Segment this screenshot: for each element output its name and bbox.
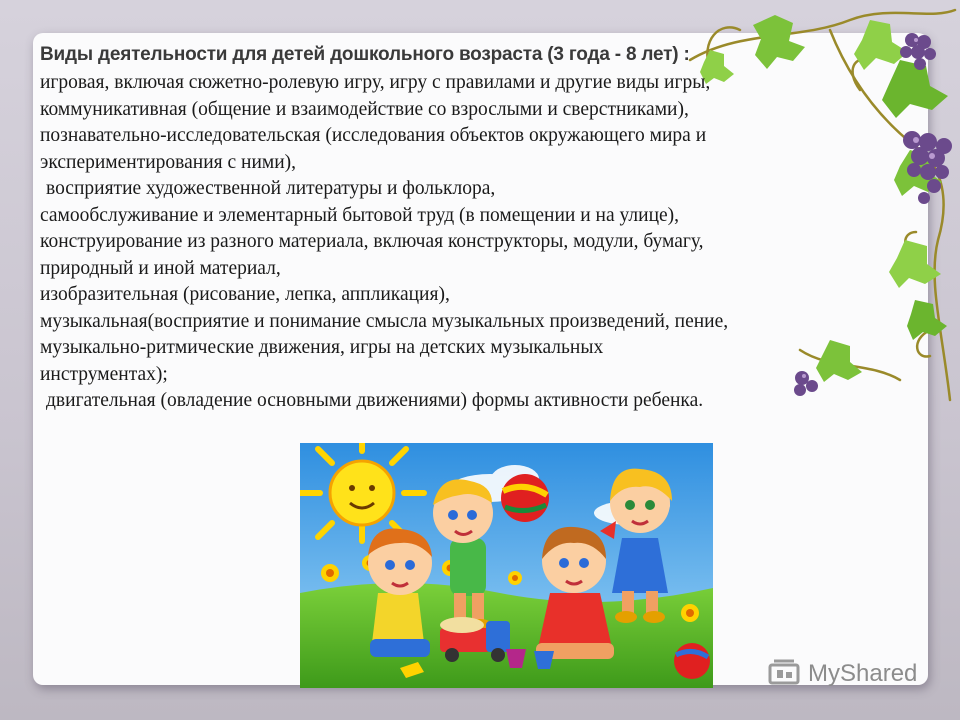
activity-line: изобразительная (рисование, лепка, аппликация), xyxy=(40,284,450,305)
activity-line: музыкально-ритмические движения, игры на детских музыкальных xyxy=(40,337,604,358)
activity-line: восприятие художественной литературы и фольклора, xyxy=(46,178,496,199)
activity-line: экспериментирования с ними), xyxy=(40,151,297,173)
activity-line: природный и иной материал, xyxy=(40,257,281,279)
presentation-icon xyxy=(768,659,802,689)
activity-line: музыкальная(восприятие и понимание смысла музыкальных произведений, пение, xyxy=(40,310,729,332)
children-playing-illustration xyxy=(300,443,713,688)
activity-line: двигательная (овладение основными движениями) формы активности ребенка. xyxy=(46,390,704,411)
activity-line: познавательно-исследовательская (исследования объектов окружающего мира и xyxy=(40,125,707,146)
watermark xyxy=(768,656,917,692)
slide-title: Виды деятельности для детей дошкольного возраста (3 года - 8 лет) : xyxy=(40,44,690,65)
activity-line: коммуникативная (общение и взаимодействие со взрослыми и сверстниками), xyxy=(40,98,689,120)
activity-line: игровая, включая сюжетно-ролевую игру, игру с правилами и другие виды игры, xyxy=(40,72,711,93)
watermark-text: MyShared xyxy=(808,660,918,687)
activity-line: самообслуживание и элементарный бытовой труд (в помещении и на улице), xyxy=(40,204,680,226)
activity-line: инструментах); xyxy=(40,363,168,385)
slide-text xyxy=(40,40,890,415)
activity-line: конструирование из разного материала, включая конструкторы, модули, бумагу, xyxy=(40,231,704,252)
